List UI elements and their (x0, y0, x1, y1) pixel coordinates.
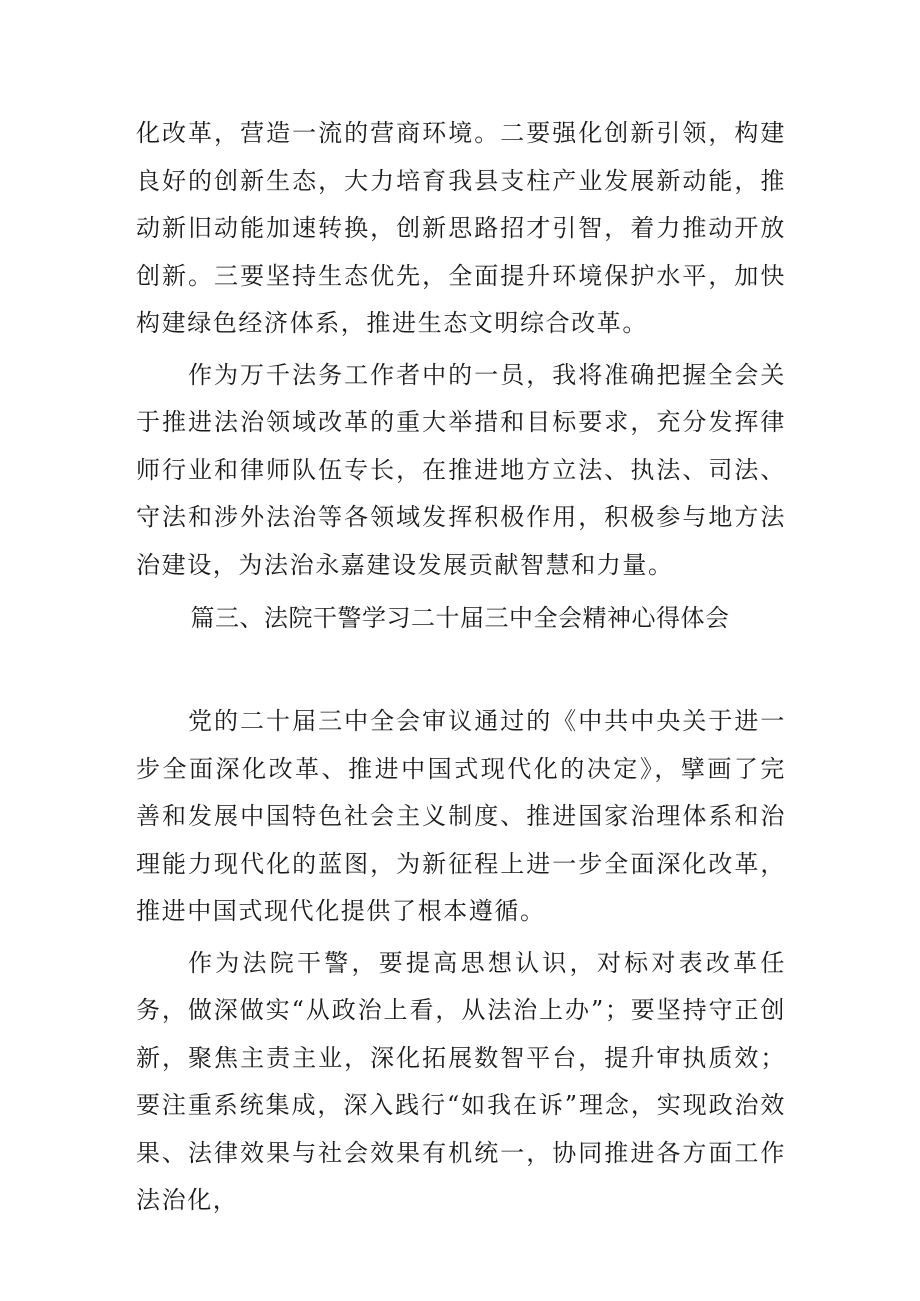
paragraph-continuation: 化改革，营造一流的营商环境。二要强化创新引领，构建良好的创新生态，大力培育我县支柱产业发展新动能，推动新旧动能加速转换，创新思路招才引智，着力推动开放创新。三要坚持生态优先，全面提升环境保护水平，加快构建绿色经济体系，推进生态文明综合改革。 (136, 119, 786, 337)
section-title: 篇三、法院干警学习二十届三中全会精神心得体会 (190, 604, 730, 632)
paragraph-legal-worker: 作为万千法务工作者中的一员，我将准确把握全会关于推进法治领域改革的重大举措和目标要求，充分发挥律师行业和律师队伍专长，在推进地方立法、执法、司法、守法和涉外法治等各领域发挥积极作用，积极参与地方法治建设，为法治永嘉建设发展贡献智慧和力量。 (136, 360, 786, 579)
body-text-bottom (136, 698, 786, 1225)
paragraph-court-police: 作为法院干警，要提高思想认识，对标对表改革任务，做深做实“从政治上看，从法治上办”；要坚持守正创新，聚焦主责主业，深化拓展数智平台，提升审执质效；要注重系统集成，深入践行“如我在诉”理念，实现政治效果、法律效果与社会效果有机统一，协同推进各方面工作法治化， (136, 948, 786, 1214)
body-text-top (136, 110, 786, 589)
paragraph-plenum-decision: 党的二十届三中全会审议通过的《中共中央关于进一步全面深化改革、推进中国式现代化的决定》，擘画了完善和发展中国特色社会主义制度、推进国家治理体系和治理能力现代化的蓝图，为新征程上进一步全面深化改革，推进中国式现代化提供了根本遵循。 (136, 707, 786, 925)
